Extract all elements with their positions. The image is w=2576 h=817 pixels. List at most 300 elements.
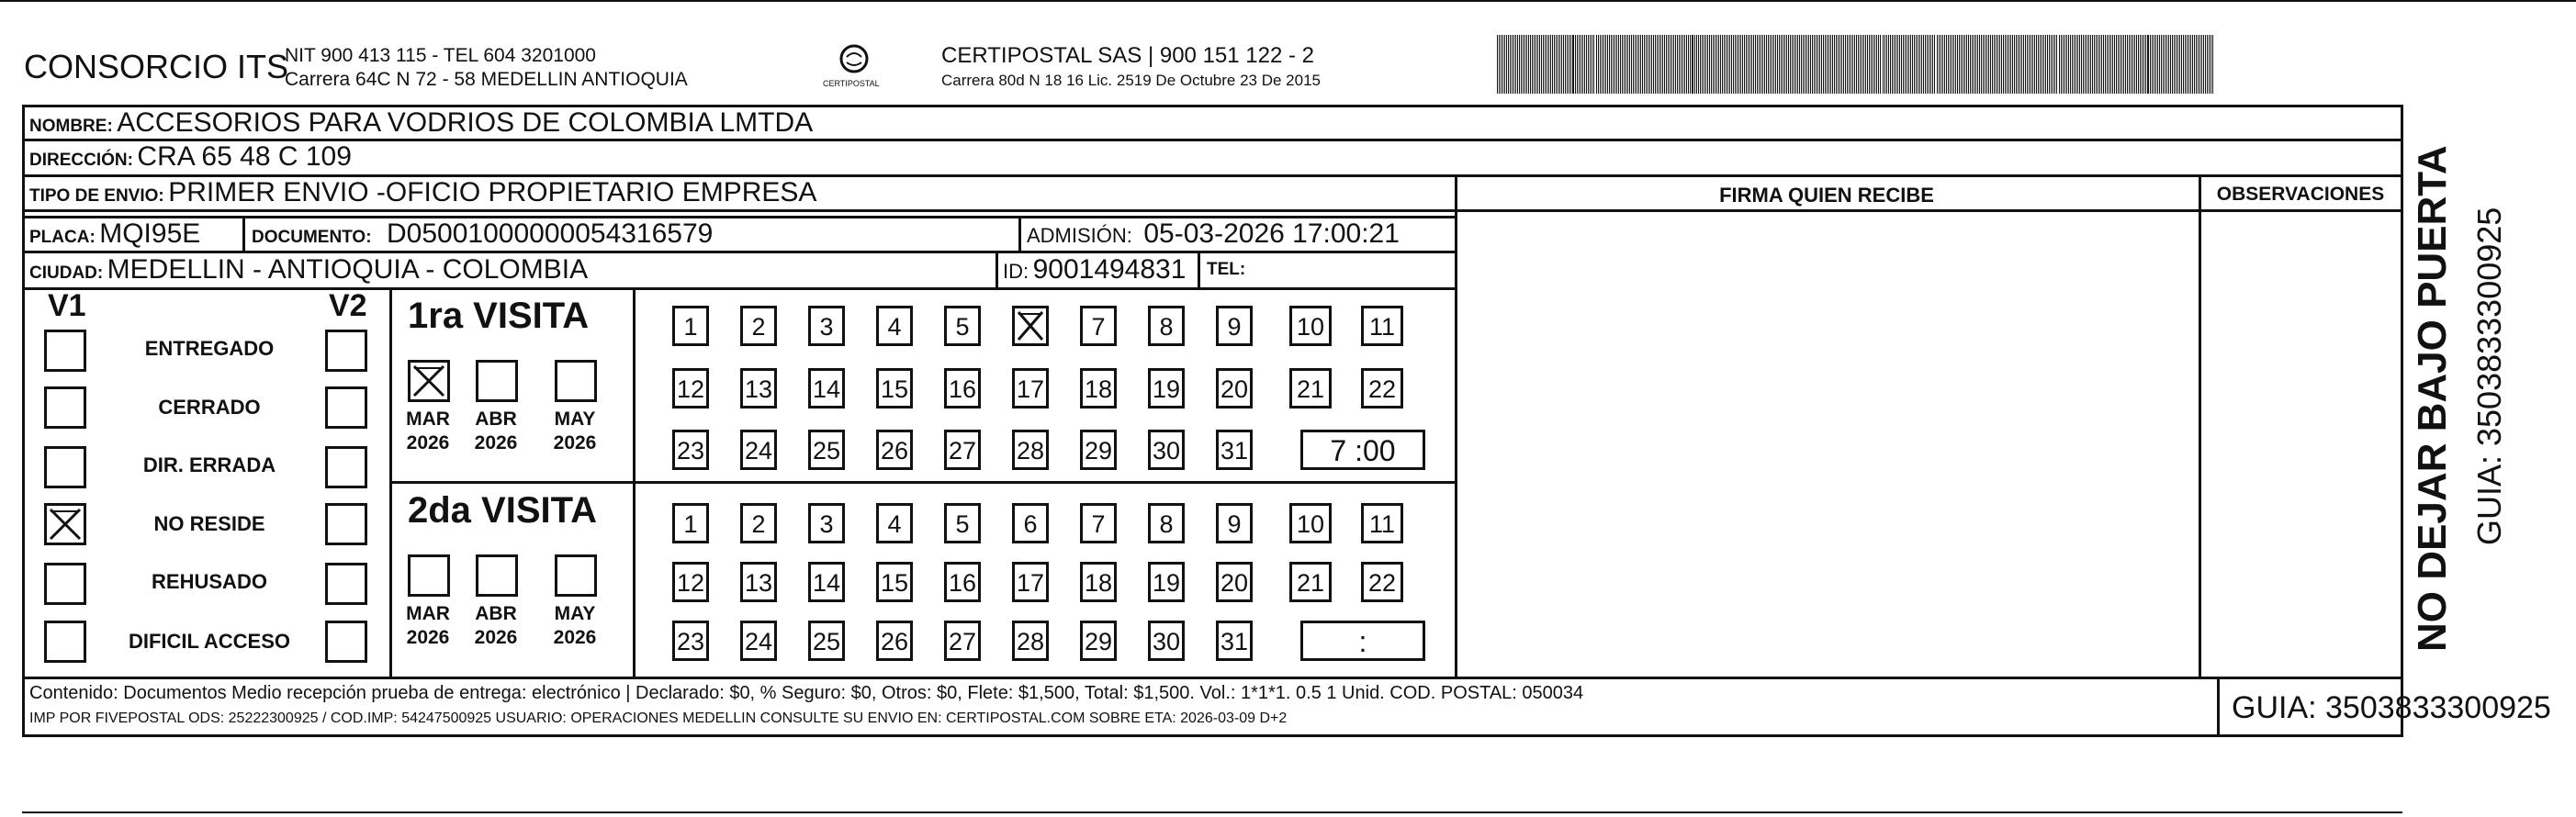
barcode-bar: [1554, 35, 1555, 94]
logo-text: CERTIPOSTAL: [823, 79, 880, 88]
first-day-box[interactable]: [1012, 368, 1049, 408]
barcode-bar: [1673, 35, 1674, 94]
barcode-bar: [1892, 35, 1893, 94]
day-number: 16: [948, 375, 977, 403]
second-day-box[interactable]: [808, 562, 845, 602]
barcode-bar: [1550, 35, 1551, 94]
first-month-checkbox[interactable]: [476, 360, 518, 402]
barcode-bar: [1803, 35, 1804, 94]
barcode-bar: [1548, 35, 1549, 94]
second-day-box[interactable]: [876, 503, 913, 543]
first-visit-title: 1ra VISITA: [408, 296, 590, 336]
barcode-bar: [2190, 35, 2191, 94]
status-v1-checkbox-checked[interactable]: [44, 503, 86, 545]
day-number: 6: [1023, 510, 1038, 538]
second-day-box[interactable]: [672, 503, 709, 543]
barcode-bar: [2061, 35, 2062, 94]
first-day-box[interactable]: [1080, 306, 1117, 346]
day-number: 15: [880, 375, 909, 403]
second-day-box[interactable]: [1148, 503, 1185, 543]
barcode-bar: [1801, 35, 1802, 94]
first-month-checkbox[interactable]: [408, 360, 450, 402]
barcode-bar: [1942, 35, 1943, 94]
time-value: :: [1358, 625, 1367, 658]
second-day-box[interactable]: [808, 621, 845, 661]
barcode-bar: [1972, 35, 1973, 94]
barcode-bar: [2152, 35, 2153, 94]
barcode-bar: [1561, 35, 1562, 94]
day-number: 7: [1091, 313, 1106, 341]
second-day-box[interactable]: [740, 621, 777, 661]
barcode-bar: [1888, 35, 1889, 94]
second-month-label: [538, 602, 612, 650]
status-v2-checkbox[interactable]: [325, 446, 367, 488]
barcode-bar: [2001, 35, 2002, 94]
second-day-box[interactable]: [672, 562, 709, 602]
nombre-value: ACCESORIOS PARA VODRIOS DE COLOMBIA LMTDA: [117, 107, 814, 138]
barcode-bar: [1733, 35, 1734, 94]
first-day-box[interactable]: [808, 430, 845, 470]
second-day-box[interactable]: [1289, 562, 1332, 602]
barcode-bar: [1622, 35, 1623, 94]
barcode-bar: [1631, 35, 1632, 94]
barcode-bar: [1497, 35, 1498, 94]
second-day-box[interactable]: [944, 562, 981, 602]
barcode-bar: [1677, 35, 1678, 94]
barcode-bar: [2025, 35, 2026, 94]
second-day-box[interactable]: [1216, 621, 1253, 661]
barcode-bar: [1867, 35, 1868, 94]
barcode-bar: [2131, 35, 2132, 94]
status-v2-checkbox[interactable]: [325, 563, 367, 605]
second-day-box[interactable]: [1012, 621, 1049, 661]
day-number: 26: [880, 628, 909, 655]
barcode-bar: [2014, 35, 2015, 94]
barcode-bar: [2196, 35, 2197, 94]
barcode-bar: [2205, 35, 2206, 94]
status-v2-checkbox[interactable]: [325, 621, 367, 663]
barcode-bar: [1521, 35, 1522, 94]
barcode-bar: [2110, 35, 2111, 94]
first-day-box[interactable]: [740, 306, 777, 346]
first-day-box[interactable]: [808, 368, 845, 408]
status-v2-checkbox[interactable]: [325, 330, 367, 372]
day-number: 13: [744, 569, 773, 597]
barcode-bar: [1705, 35, 1706, 94]
second-day-box[interactable]: [808, 503, 845, 543]
barcode-bar: [1541, 35, 1542, 94]
col-divider-placa: [242, 216, 245, 251]
first-day-box[interactable]: [876, 430, 913, 470]
barcode-bar: [1916, 35, 1917, 94]
barcode-bar: [2070, 35, 2071, 94]
status-v1-checkbox[interactable]: [44, 330, 86, 372]
barcode-bar: [2185, 35, 2186, 94]
col-divider-visit: [633, 287, 636, 677]
barcode-bar: [1539, 35, 1540, 94]
day-number: 14: [812, 375, 841, 403]
second-day-box[interactable]: [1361, 562, 1403, 602]
barcode-bar: [1755, 35, 1756, 94]
barcode-bar: [2161, 35, 2162, 94]
barcode-bar: [1580, 35, 1581, 94]
barcode-bar: [1616, 35, 1617, 94]
barcode-bar: [1814, 35, 1815, 94]
barcode-bar: [2170, 35, 2171, 94]
barcode-bar: [2074, 35, 2075, 94]
barcode-bar: [2209, 35, 2210, 94]
day-number: 5: [955, 510, 970, 538]
barcode-bar: [1753, 35, 1754, 94]
first-day-box[interactable]: [944, 368, 981, 408]
second-day-box[interactable]: [1216, 562, 1253, 602]
first-month-label: [459, 408, 533, 455]
barcode-bar: [1999, 35, 2000, 94]
first-day-box[interactable]: [1361, 306, 1403, 346]
barcode-bar: [2143, 35, 2144, 94]
second-day-box[interactable]: [1289, 503, 1332, 543]
barcode-bar: [1825, 35, 1826, 94]
tel-label-text: TEL:: [1207, 260, 1246, 279]
barcode-bar: [1729, 35, 1730, 94]
status-v1-checkbox[interactable]: [44, 446, 86, 488]
barcode-bar: [2090, 35, 2091, 94]
second-month-checkbox[interactable]: [476, 554, 518, 597]
second-day-box[interactable]: [1148, 562, 1185, 602]
day-number: 8: [1159, 510, 1174, 538]
barcode-bar: [2181, 35, 2182, 94]
first-day-box[interactable]: [944, 430, 981, 470]
barcode-bar: [1698, 35, 1699, 94]
second-day-box[interactable]: [1216, 503, 1253, 543]
barcode-bar: [2207, 35, 2208, 94]
barcode-bar: [2123, 35, 2124, 94]
barcode-bar: [1968, 35, 1969, 94]
barcode-bar: [2134, 35, 2135, 94]
day-number: 29: [1084, 437, 1113, 464]
status-v1-checkbox[interactable]: [44, 386, 86, 429]
first-day-box[interactable]: [1216, 368, 1253, 408]
second-day-box[interactable]: [740, 562, 777, 602]
side-guia: GUIA: 3503833300925: [2470, 207, 2508, 545]
second-day-box[interactable]: [740, 503, 777, 543]
guia-number: GUIA: 3503833300925: [2232, 690, 2551, 725]
barcode-bar: [2176, 35, 2177, 94]
barcode-bar: [1983, 35, 1984, 94]
barcode-bar: [2038, 35, 2039, 94]
documento-label: DOCUMENTO:: [252, 228, 372, 247]
tipo-value: PRIMER ENVIO -OFICIO PROPIETARIO EMPRESA: [168, 177, 817, 207]
day-number: 4: [887, 510, 902, 538]
barcode-bar: [2063, 35, 2064, 94]
status-label: ENTREGADO: [144, 337, 275, 360]
barcode-bar: [1957, 35, 1958, 94]
first-day-box[interactable]: [1080, 368, 1117, 408]
barcode-bar: [2163, 35, 2164, 94]
barcode-bar: [1994, 35, 1995, 94]
barcode-bar: [1863, 35, 1864, 94]
admision-row: [1027, 218, 1400, 250]
barcode-bar: [2094, 35, 2095, 94]
col-divider-firma: [1455, 174, 1457, 677]
second-day-box[interactable]: [1012, 562, 1049, 602]
first-day-box[interactable]: [1216, 306, 1253, 346]
second-day-box[interactable]: [944, 503, 981, 543]
barcode-bar: [2142, 35, 2143, 94]
barcode-bar: [1664, 35, 1665, 94]
id-row: [1003, 254, 1186, 285]
day-number: 20: [1220, 569, 1249, 597]
barcode-bar: [1919, 35, 1920, 94]
barcode-bar: [1582, 35, 1583, 94]
barcode-bar: [1799, 35, 1800, 94]
barcode-bar: [1808, 35, 1809, 94]
barcode-bar: [1744, 35, 1745, 94]
barcode-bar: [1828, 35, 1829, 94]
barcode-bar: [1914, 35, 1915, 94]
barcode-bar: [2103, 35, 2104, 94]
status-v2-checkbox[interactable]: [325, 386, 367, 429]
barcode-bar: [1528, 35, 1529, 94]
status-label: REHUSADO: [152, 570, 267, 593]
day-number: 23: [676, 437, 705, 464]
day-number: 27: [948, 437, 977, 464]
tel-label: [1207, 260, 1245, 280]
barcode-bar: [1709, 35, 1710, 94]
first-day-box[interactable]: [672, 306, 709, 346]
month-name: MAR: [406, 603, 450, 624]
first-month-label: [391, 408, 465, 455]
first-day-box[interactable]: [1148, 430, 1185, 470]
day-number: 12: [676, 375, 705, 403]
barcode-bar: [2030, 35, 2031, 94]
footer-line-1: Contenido: Documentos Medio recepción prueba de entrega: electrónico | Declarado: $0, % Seguro: $0, Otros: $0, Flete: $1,500, Total: $1,500. Vol.: 1*1*1. 0.5 1 Unid. COD. POSTAL: 050034: [29, 683, 1584, 703]
barcode-bar: [1773, 35, 1774, 94]
first-day-box[interactable]: [740, 368, 777, 408]
barcode-bar: [1850, 35, 1851, 94]
firma-header: FIRMA QUIEN RECIBE: [1719, 184, 1934, 207]
second-day-box[interactable]: [1080, 503, 1117, 543]
second-day-box[interactable]: [876, 562, 913, 602]
barcode-bar: [1990, 35, 1991, 94]
barcode-bar: [1559, 35, 1560, 94]
first-day-box[interactable]: [740, 430, 777, 470]
barcode-bar: [1517, 35, 1518, 94]
second-day-box[interactable]: [1148, 621, 1185, 661]
barcode-bar: [1925, 35, 1926, 94]
barcode-bar: [1955, 35, 1956, 94]
barcode-bar: [1690, 35, 1691, 94]
barcode-bar: [1603, 35, 1604, 94]
day-number: 4: [887, 313, 902, 341]
barcode-bar: [1588, 35, 1589, 94]
day-number: 1: [683, 510, 698, 538]
first-day-box[interactable]: [1012, 430, 1049, 470]
documento-value: D05001000000054316579: [387, 218, 714, 249]
day-number: 13: [744, 375, 773, 403]
second-month-checkbox[interactable]: [408, 554, 450, 597]
barcode-bar: [1633, 35, 1634, 94]
barcode-bar: [1830, 35, 1831, 94]
barcode-bar: [1649, 35, 1650, 94]
first-day-box[interactable]: [876, 368, 913, 408]
barcode-bar: [1940, 35, 1941, 94]
barcode-bar: [1627, 35, 1628, 94]
barcode-bar: [2166, 35, 2167, 94]
barcode-bar: [1602, 35, 1603, 94]
month-name: ABR: [475, 603, 517, 624]
barcode-bar: [2177, 35, 2178, 94]
first-day-box[interactable]: [1148, 368, 1185, 408]
barcode-bar: [1874, 35, 1875, 94]
status-v1-checkbox[interactable]: [44, 621, 86, 663]
barcode-bar: [1625, 35, 1626, 94]
barcode-bar: [2005, 35, 2006, 94]
barcode-bar: [1996, 35, 1997, 94]
barcode-bar: [2003, 35, 2004, 94]
barcode-bar: [2040, 35, 2041, 94]
barcode-bar: [1727, 35, 1728, 94]
barcode-bar: [1746, 35, 1747, 94]
barcode-bar: [1651, 35, 1652, 94]
month-year: 2026: [406, 432, 450, 453]
day-number: 14: [812, 569, 841, 597]
barcode-bar: [1886, 35, 1887, 94]
barcode-bar: [1905, 35, 1906, 94]
day-number: 31: [1220, 437, 1249, 464]
barcode-bar: [1653, 35, 1654, 94]
second-day-box[interactable]: [672, 621, 709, 661]
first-day-box[interactable]: [876, 306, 913, 346]
barcode-bar: [1792, 35, 1793, 94]
barcode-bar: [1738, 35, 1739, 94]
barcode-bar: [1508, 35, 1509, 94]
second-time-box[interactable]: [1300, 621, 1425, 661]
barcode-bar: [1526, 35, 1527, 94]
company-name: CONSORCIO ITS: [24, 48, 289, 85]
second-day-box[interactable]: [1361, 503, 1403, 543]
barcode-bar: [2049, 35, 2050, 94]
barcode-bar: [1607, 35, 1608, 94]
barcode-bar: [2079, 35, 2080, 94]
second-month-label: [391, 602, 465, 650]
first-month-checkbox[interactable]: [555, 360, 597, 402]
month-year: 2026: [553, 432, 597, 453]
barcode-bar: [1847, 35, 1848, 94]
barcode-bar: [1946, 35, 1947, 94]
barcode-bar: [1997, 35, 1998, 94]
barcode-bar: [1499, 35, 1500, 94]
status-v2-checkbox[interactable]: [325, 503, 367, 545]
barcode-bar: [1535, 35, 1536, 94]
status-v1-checkbox[interactable]: [44, 563, 86, 605]
barcode-bar: [1860, 35, 1861, 94]
barcode-bar: [1545, 35, 1546, 94]
barcode-bar: [1795, 35, 1796, 94]
day-number: 16: [948, 569, 977, 597]
barcode-bar: [1988, 35, 1989, 94]
barcode-bar: [2043, 35, 2044, 94]
barcode-bar: [1575, 35, 1576, 94]
barcode-bar: [1567, 35, 1568, 94]
first-time-box[interactable]: [1300, 430, 1425, 470]
second-day-box[interactable]: [1080, 621, 1117, 661]
barcode-bar: [1777, 35, 1778, 94]
second-day-box[interactable]: [944, 621, 981, 661]
day-number: 27: [948, 628, 977, 655]
barcode-bar: [1812, 35, 1813, 94]
barcode-bar: [1961, 35, 1962, 94]
barcode-bar: [2047, 35, 2048, 94]
first-day-box[interactable]: [1216, 430, 1253, 470]
second-day-box[interactable]: [1080, 562, 1117, 602]
first-day-box[interactable]: [1361, 368, 1403, 408]
barcode-bar: [1856, 35, 1857, 94]
barcode-bar: [1618, 35, 1619, 94]
barcode-bar: [2105, 35, 2106, 94]
barcode-bar: [1565, 35, 1566, 94]
barcode-bar: [1895, 35, 1896, 94]
first-day-box[interactable]: [1289, 368, 1332, 408]
barcode-bar: [2101, 35, 2102, 94]
barcode-bar: [2036, 35, 2037, 94]
barcode-bar: [2023, 35, 2024, 94]
first-day-box[interactable]: [1080, 430, 1117, 470]
day-number: 25: [812, 628, 841, 655]
barcode-bar: [1720, 35, 1721, 94]
barcode-bar: [2007, 35, 2008, 94]
barcode-bar: [2088, 35, 2089, 94]
barcode-bar: [2054, 35, 2055, 94]
barcode-bar: [1884, 35, 1885, 94]
first-day-box[interactable]: [808, 306, 845, 346]
day-number: 5: [955, 313, 970, 341]
barcode-bar: [1716, 35, 1717, 94]
second-day-box[interactable]: [876, 621, 913, 661]
barcode-bar: [1502, 35, 1503, 94]
barcode-bar: [2192, 35, 2193, 94]
day-number: 20: [1220, 375, 1249, 403]
barcode-bar: [1593, 35, 1594, 94]
placa-label: PLACA:: [29, 228, 96, 247]
row-divider: [22, 139, 2402, 141]
first-day-box[interactable]: [944, 306, 981, 346]
barcode-bar: [1598, 35, 1599, 94]
barcode-bar: [2147, 35, 2149, 94]
barcode-bar: [2140, 35, 2141, 94]
barcode-bar: [2127, 35, 2128, 94]
second-day-box[interactable]: [1012, 503, 1049, 543]
barcode-bar: [1534, 35, 1535, 94]
direccion-value: CRA 65 48 C 109: [137, 141, 352, 172]
barcode-bar: [1523, 35, 1524, 94]
month-name: MAY: [554, 603, 596, 624]
first-day-box[interactable]: [672, 368, 709, 408]
barcode-bar: [1784, 35, 1785, 94]
barcode-bar: [1932, 35, 1933, 94]
second-month-checkbox[interactable]: [555, 554, 597, 597]
barcode-bar: [2136, 35, 2137, 94]
first-day-box[interactable]: [1289, 306, 1332, 346]
status-label: CERRADO: [158, 396, 261, 419]
barcode-bar: [1759, 35, 1760, 94]
first-day-box[interactable]: [1148, 306, 1185, 346]
barcode-bar: [1937, 35, 1938, 94]
day-number: 10: [1296, 510, 1325, 538]
first-day-box[interactable]: [672, 430, 709, 470]
table-bottom: [22, 734, 2402, 737]
first-day-box[interactable]: [1012, 306, 1049, 346]
